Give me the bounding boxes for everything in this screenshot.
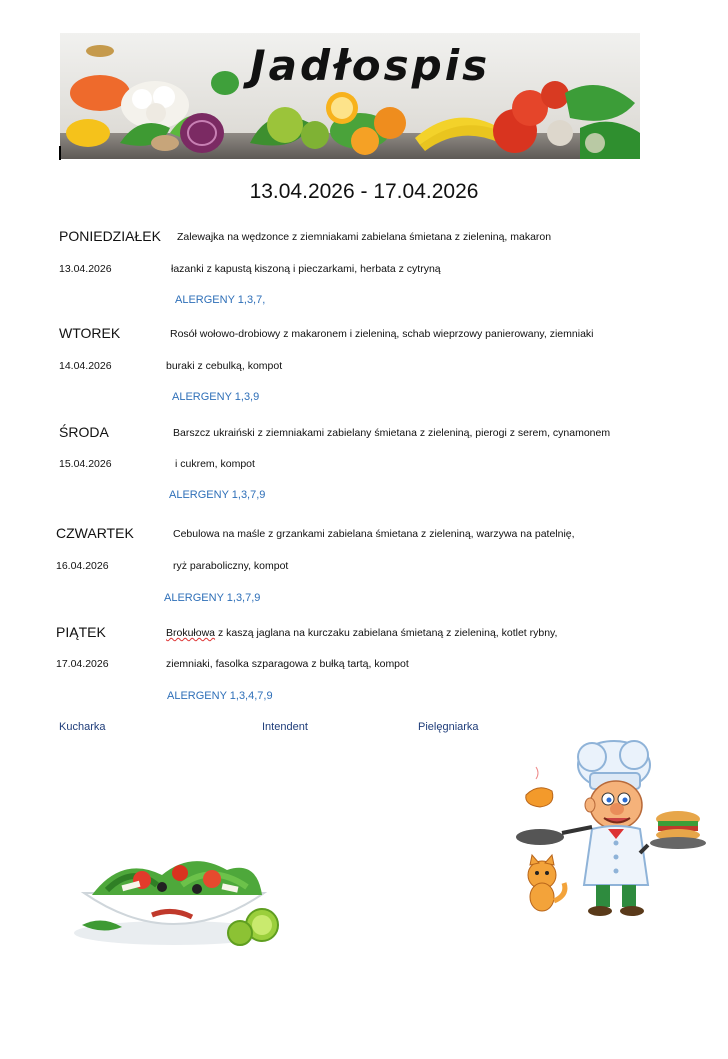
chef-illustration: [512, 735, 712, 925]
meal-line-1-friday: [166, 627, 557, 639]
meal-line-1-friday-rest: z kaszą jaglana na kurczaku zabielana śmietaną z zieleniną, kotlet rybny,: [215, 627, 558, 639]
day-date-friday: 17.04.2026: [56, 658, 109, 670]
meal-line-2-friday: ziemniaki, fasolka szparagowa z bułką tartą, kompot: [166, 658, 409, 670]
meal-line-1-tuesday: Rosół wołowo-drobiowy z makaronem i zieleniną, schab wieprzowy panierowany, ziemniaki: [170, 328, 594, 340]
day-date-thursday: 16.04.2026: [56, 560, 109, 572]
signature-cook: Kucharka: [59, 721, 106, 733]
signature-steward: Intendent: [262, 721, 308, 733]
meal-line-2-tuesday: buraki z cebulką, kompot: [166, 360, 283, 372]
signature-nurse: Pielęgniarka: [418, 721, 479, 733]
menu-title: Jadłospis: [250, 41, 491, 90]
salad-illustration: [62, 845, 292, 955]
day-date-monday: 13.04.2026: [59, 263, 112, 275]
day-date-wednesday: 15.04.2026: [59, 458, 112, 470]
allergens-friday: ALERGENY 1,3,4,7,9: [167, 690, 273, 702]
meal-line-2-monday: łazanki z kapustą kiszoną i pieczarkami, herbata z cytryną: [171, 263, 441, 275]
meal-line-2-thursday: ryż paraboliczny, kompot: [173, 560, 289, 572]
allergens-thursday: ALERGENY 1,3,7,9: [164, 592, 261, 604]
date-range: 13.04.2026 - 17.04.2026: [249, 180, 479, 203]
day-name-tuesday: WTOREK: [59, 325, 121, 341]
day-date-tuesday: 14.04.2026: [59, 360, 112, 372]
meal-line-1-wednesday: Barszcz ukraiński z ziemniakami zabielany śmietana z zieleniną, pierogi z serem, cynamonem: [173, 427, 611, 439]
text-cursor: [59, 146, 61, 160]
menu-banner: [60, 33, 640, 159]
day-name-friday: PIĄTEK: [56, 624, 106, 640]
meal-line-1-thursday: Cebulowa na maśle z grzankami zabielana śmietana z zieleniną, warzywa na patelnię,: [173, 528, 575, 540]
allergens-tuesday: ALERGENY 1,3,9: [172, 391, 260, 403]
meal-line-1-monday: Zalewajka na wędzonce z ziemniakami zabielana śmietana z zieleniną, makaron: [177, 231, 552, 243]
allergens-wednesday: ALERGENY 1,3,7,9: [169, 489, 266, 501]
day-name-thursday: CZWARTEK: [56, 525, 134, 541]
meal-line-2-wednesday: i cukrem, kompot: [175, 458, 255, 470]
allergens-monday: ALERGENY 1,3,7,: [175, 294, 266, 306]
spellcheck-word: Brokułowa: [166, 627, 216, 639]
day-name-monday: PONIEDZIAŁEK: [59, 228, 161, 244]
day-name-wednesday: ŚRODA: [59, 424, 109, 440]
